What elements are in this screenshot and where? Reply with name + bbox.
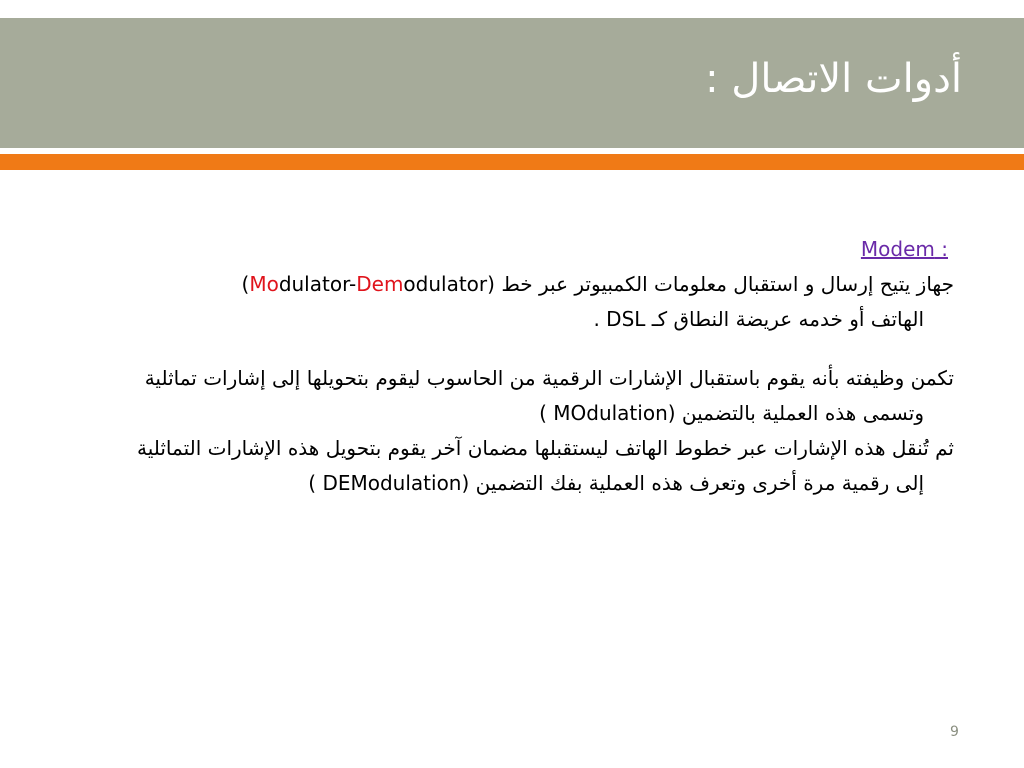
acronym-mo: Mo bbox=[249, 272, 279, 296]
modem-acronym bbox=[242, 272, 495, 296]
definition-text-line2: الهاتف أو خدمه عريضة النطاق كـ DSL . bbox=[593, 307, 924, 331]
slide-content bbox=[40, 232, 954, 501]
transmission-line1: ثم تُنقل هذه الإشارات عبر خطوط الهاتف ليستقبلها مضمان آخر يقوم بتحويل هذه الإشارات التماثلية bbox=[136, 436, 954, 460]
modem-definition bbox=[40, 267, 954, 337]
definition-text-line1: جهاز يتيح إرسال و استقبال معلومات الكمبيوتر عبر خط bbox=[501, 272, 954, 296]
accent-bar bbox=[0, 154, 1024, 170]
page-number: 9 bbox=[950, 724, 959, 740]
function-line1: تكمن وظيفته بأنه يقوم باستقبال الإشارات الرقمية من الحاسوب ليقوم بتحويلها إلى إشارات تماثلية bbox=[144, 366, 954, 390]
slide-title: أدوات الاتصال : bbox=[705, 56, 962, 102]
acronym-dulator: dulator- bbox=[278, 272, 357, 296]
function-line2: وتسمى هذه العملية بالتضمين (MOdulation ) bbox=[539, 401, 924, 425]
modem-transmission bbox=[40, 431, 954, 501]
acronym-open-paren: ( bbox=[241, 272, 250, 296]
acronym-dem: Dem bbox=[356, 272, 404, 296]
acronym-odulator: odulator) bbox=[403, 272, 495, 296]
paragraph-spacer bbox=[40, 337, 954, 361]
modem-function bbox=[40, 361, 954, 431]
transmission-line2: إلى رقمية مرة أخرى وتعرف هذه العملية بفك التضمين (DEModulation ) bbox=[308, 471, 924, 495]
modem-heading: : Modem bbox=[860, 237, 948, 261]
